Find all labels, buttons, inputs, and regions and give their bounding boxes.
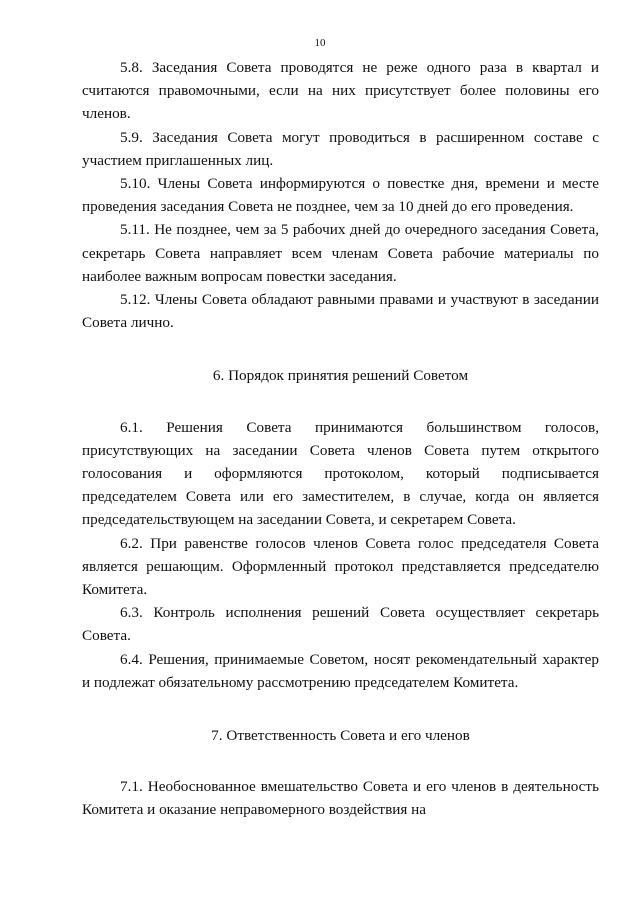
document-body [82, 56, 599, 822]
paragraph-5-8: 5.8. Заседания Совета проводятся не реже одного раза в квартал и считаются правомочными, если на них присутствует более половины его членов. [82, 59, 599, 123]
paragraph-6-2: 6.2. При равенстве голосов членов Совета голос председателя Совета является решающим. Оформленный протокол представляется председателю Комитета. [82, 534, 599, 599]
paragraph-5-10: 5.10. Члены Совета информируются о повестке дня, времени и месте проведения заседания Совета не позднее, чем за 10 дней до его проведения. [82, 175, 599, 216]
paragraph-6-1: 6.1. Решения Совета принимаются большинством голосов, присутствующих на заседании Совета членов Совета путем открытого голосования и оформляются протоколом, который подписывается председателем Совета или его заместителем, в случае, когда он является председательствующем на заседании Совета, и секретарем Совета. [82, 418, 599, 529]
section-6-heading: 6. Порядок принятия решений Советом [212, 367, 469, 385]
section-7-heading: 7. Ответственность Совета и его членов [211, 727, 470, 745]
page-number: 10 [314, 37, 326, 49]
paragraph-7-1: 7.1. Необоснованное вмешательство Совета и его членов в деятельность Комитета и оказание неправомерного воздействия на [82, 778, 599, 819]
paragraph-5-12: 5.12. Члены Совета обладают равными правами и участвуют в заседании Совета лично. [82, 291, 599, 332]
paragraph-6-4: 6.4. Решения, принимаемые Советом, носят рекомендательный характер и подлежат обязательному рассмотрению председателем Комитета. [82, 650, 599, 691]
paragraph-6-3: 6.3. Контроль исполнения решений Совета осуществляет секретарь Совета. [82, 604, 599, 645]
paragraph-5-9: 5.9. Заседания Совета могут проводиться в расширенном составе с участием приглашенных лиц. [82, 128, 599, 169]
paragraph-5-11: 5.11. Не позднее, чем за 5 рабочих дней до очередного заседания Совета, секретарь Совета направляет всем членам Совета рабочие материалы по наиболее важным вопросам повестки заседания. [82, 221, 599, 285]
